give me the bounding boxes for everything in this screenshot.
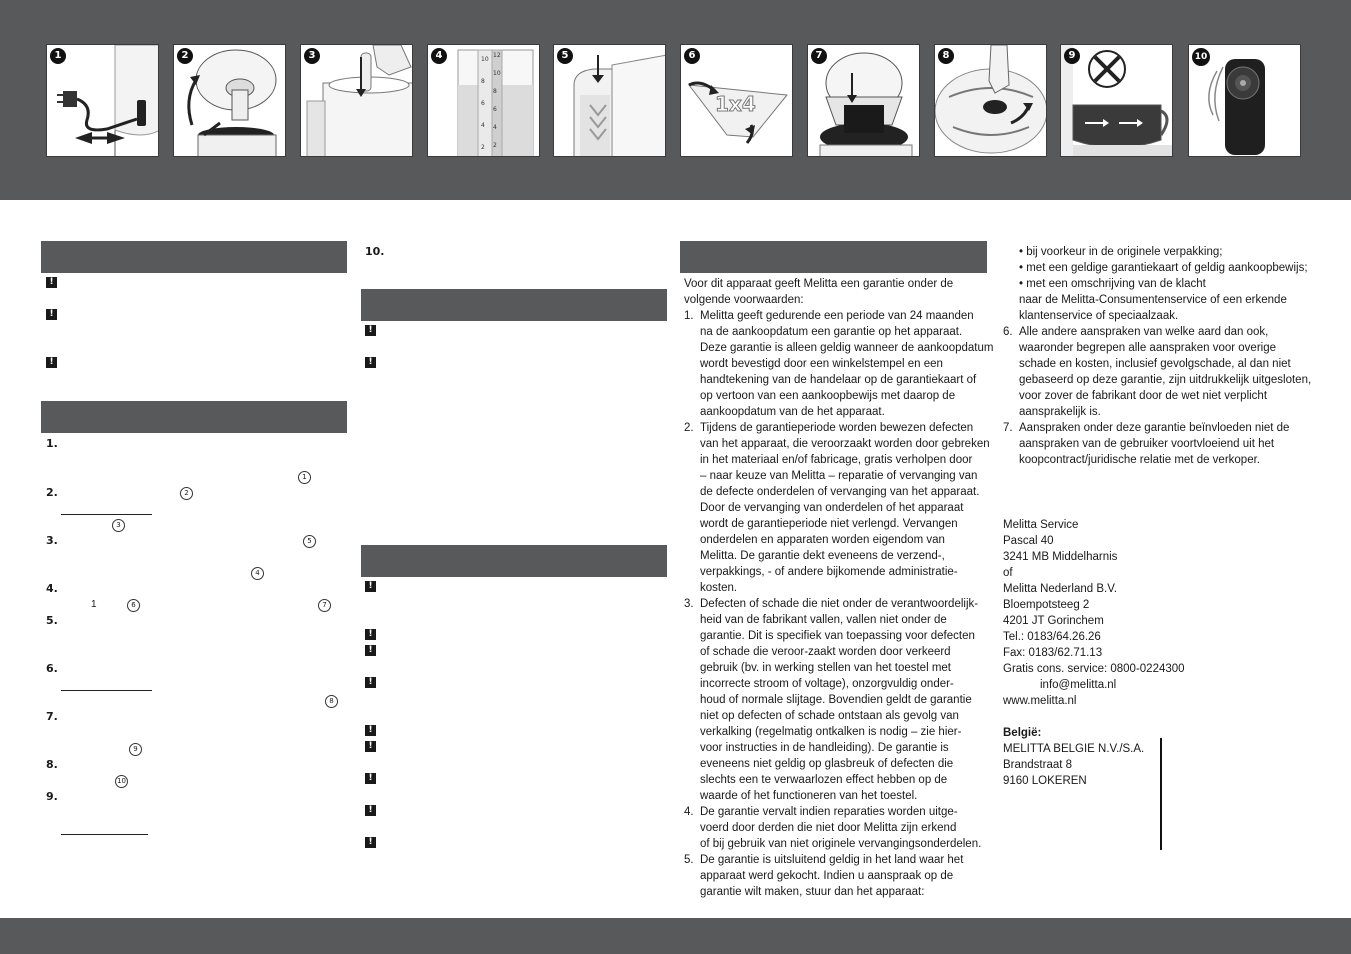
text-line: schade en kosten, inclusief gevolgschade, al dan niet	[1019, 358, 1291, 370]
text-line: De garantie is uitsluitend geldig in het land waar het	[700, 854, 964, 866]
scale-label: 4	[493, 124, 497, 131]
guarantee-list-continued	[1003, 324, 1311, 468]
scale-label: 2	[481, 144, 485, 151]
step-number: 9.	[46, 790, 58, 803]
text-line: eveneens niet geldig op glasbreuk of defecten die	[700, 758, 954, 770]
scale-label: 12	[493, 52, 501, 59]
text-line: incorrecte stroom of voltage), onzorgvuldig onder-	[700, 678, 954, 690]
text-line: onderdelen en apparaten worden eigendom van	[700, 534, 945, 546]
item-number: 5.	[684, 854, 694, 866]
step-number: 1.	[46, 437, 58, 450]
section-header-operation	[41, 401, 347, 433]
text-line: gebaseerd op deze garantie, zijn uitdrukkelijk uitgesloten,	[1019, 374, 1312, 386]
fill-water-icon	[554, 45, 666, 157]
text-line: Melitta. De garantie dekt eveneens de verzend-,	[700, 550, 945, 562]
figure-ref: 2	[180, 487, 193, 500]
text-line: de defecte onderdelen of vervanging van het apparaat.	[700, 486, 980, 498]
list-item	[1003, 324, 1311, 420]
text-line: koopcontract/juridische relatie met de verkoper.	[1019, 454, 1260, 466]
item-number: 7.	[1003, 422, 1013, 434]
item-number: 1.	[684, 310, 694, 322]
scale-label: 8	[481, 78, 485, 85]
list-item: • bij voorkeur in de originele verpakking;	[1019, 246, 1223, 258]
step-number: 3.	[46, 534, 58, 547]
no-jug-removal-icon	[1061, 45, 1173, 157]
step-panel-8	[934, 44, 1047, 157]
warning-icon: !	[365, 805, 376, 816]
warning-icon: !	[365, 725, 376, 736]
text-line: wordt de garantieperiode niet verlengd. Vervangen	[700, 518, 958, 530]
text-line: Alle andere aanspraken van welke aard dan ook,	[1019, 326, 1269, 338]
text-line: naar de Melitta-Consumentenservice of een erkende	[1019, 294, 1287, 306]
step-panel-10	[1188, 44, 1301, 157]
step-panel-9	[1060, 44, 1173, 157]
list-item	[684, 420, 993, 596]
filter-size-label: 1x4	[715, 92, 756, 116]
step-number: 6.	[46, 662, 58, 675]
list-item	[684, 308, 993, 420]
turn-dial-icon	[935, 45, 1047, 157]
text-line: Voor dit apparaat geeft Melitta een garantie onder de	[684, 278, 954, 290]
figure-ref: 8	[325, 695, 338, 708]
underline	[61, 834, 148, 835]
step-number: 5.	[46, 614, 58, 627]
text-line: wordt bevestigd door een winkelstempel en een	[700, 358, 943, 370]
bottom-band	[0, 918, 1351, 954]
item-number: 3.	[684, 598, 694, 610]
list-item: • met een geldige garantiekaart of geldig aankoopbewijs;	[1019, 262, 1308, 274]
text-line: verkalking (regelmatig ontkalken is nodig – zie hier-	[700, 726, 962, 738]
step-number: 2.	[46, 486, 58, 499]
step-panel-7	[807, 44, 920, 157]
address-line: of	[1003, 567, 1013, 579]
text-line: aankoopdatum van de het apparaat.	[700, 406, 885, 418]
scale-label: 4	[481, 122, 485, 129]
step-number-badge: 6	[684, 48, 700, 64]
list-item	[684, 852, 993, 900]
warning-icon: !	[46, 309, 57, 320]
step-panel-5	[553, 44, 666, 157]
email-link[interactable]: info@melitta.nl	[1040, 679, 1117, 691]
step-number-badge: 8	[938, 48, 954, 64]
filter-size-text: 1	[91, 599, 97, 610]
text-line: slechts een te verwaarlozen effect hebben op de	[700, 774, 948, 786]
scale-label: 2	[493, 142, 497, 149]
plug-cable-icon	[47, 45, 159, 157]
text-line: of bij gebruik van niet originele vervangingsonderdelen.	[700, 838, 982, 850]
text-line: of schade die veroor-zaakt worden door verkeerd	[700, 646, 951, 658]
insert-filter-icon	[808, 45, 920, 157]
section-header-cleaning	[361, 289, 667, 321]
item-number: 4.	[684, 806, 694, 818]
figure-ref: 5	[303, 535, 316, 548]
text-line: Melitta geeft gedurende een periode van 24 maanden	[700, 310, 974, 322]
figure-ref: 7	[318, 599, 331, 612]
address-heading: België:	[1003, 727, 1042, 739]
text-line: na de aankoopdatum een garantie op het apparaat.	[700, 326, 963, 338]
step-panel-2	[173, 44, 286, 157]
address-netherlands	[1003, 517, 1185, 709]
text-line: aansprakelijk is.	[1019, 406, 1101, 418]
guarantee-after-bullets	[1019, 292, 1287, 324]
address-line: MELITTA BELGIE N.V./S.A.	[1003, 743, 1145, 755]
step-number-badge: 7	[811, 48, 827, 64]
water-scale-icon	[428, 45, 540, 157]
item-number: 6.	[1003, 326, 1013, 338]
scale-label: 10	[481, 56, 489, 63]
warning-icon: !	[365, 773, 376, 784]
step-number: 4.	[46, 582, 58, 595]
step-number: 10.	[365, 245, 385, 258]
text-line: voor zover de fabrikant door de wet niet verplicht	[1019, 390, 1268, 402]
text-line: verpakkings, - of andere bijkomende administratie-	[700, 566, 958, 578]
list-item	[684, 596, 993, 804]
underline	[61, 514, 152, 515]
figure-ref: 3	[112, 519, 125, 532]
text-line: waaronder begrepen alle aanspraken voor overige	[1019, 342, 1277, 354]
text-line: De garantie vervalt indien reparaties worden uitge-	[700, 806, 958, 818]
lid-open-icon	[174, 45, 286, 157]
figure-ref: 9	[129, 743, 142, 756]
step-number-badge: 5	[557, 48, 573, 64]
text-line: waarde of het functioneren van het toestel.	[700, 790, 918, 802]
section-header-guarantee	[680, 241, 987, 273]
text-line: Deze garantie is alleen geldig wanneer de aankoopdatum	[700, 342, 994, 354]
press-button-icon	[301, 45, 413, 157]
step-panel-3	[300, 44, 413, 157]
text-line: aanspraken van de gebruiker voortvloeiend uit het	[1019, 438, 1275, 450]
guarantee-list	[684, 308, 993, 900]
step-panel-1	[46, 44, 159, 157]
text-line: Defecten of schade die niet onder de verantwoordelijk-	[700, 598, 979, 610]
address-line: Brandstraat 8	[1003, 759, 1073, 771]
address-line: 3241 MB Middelharnis	[1003, 551, 1118, 563]
scale-label: 6	[481, 100, 485, 107]
address-line: Melitta Nederland B.V.	[1003, 583, 1118, 595]
text-line: heid van de fabrikant vallen, vallen niet onder de	[700, 614, 947, 626]
section-header-safety	[41, 241, 347, 273]
scale-label: 8	[493, 88, 497, 95]
address-line: Gratis cons. service: 0800-0224300	[1003, 663, 1185, 675]
text-line: voerd door derden die niet door Melitta zijn erkend	[700, 822, 957, 834]
step-number-badge: 10	[1192, 48, 1210, 66]
warning-icon: !	[365, 629, 376, 640]
figure-ref: 6	[127, 599, 140, 612]
text-line: houd of normale slijtage. Bovendien geldt de garantie	[700, 694, 972, 706]
vertical-divider	[1160, 738, 1162, 850]
figure-ref: 4	[251, 567, 264, 580]
list-item	[684, 804, 993, 852]
address-line: Fax: 0183/62.71.13	[1003, 647, 1103, 659]
step-number: 7.	[46, 710, 58, 723]
warning-icon: !	[365, 581, 376, 592]
list-item	[1003, 420, 1311, 468]
text-line: Door de vervanging van onderdelen of het apparaat	[700, 502, 964, 514]
warning-icon: !	[365, 677, 376, 688]
figure-ref: 1	[298, 471, 311, 484]
address-line: Bloempotsteeg 2	[1003, 599, 1090, 611]
text-line: Aanspraken onder deze garantie beïnvloeden niet de	[1019, 422, 1290, 434]
warning-icon: !	[365, 645, 376, 656]
underline	[61, 690, 152, 691]
step-number-badge: 2	[177, 48, 193, 64]
text-line: Tijdens de garantieperiode worden bewezen defecten	[700, 422, 974, 434]
warning-icon: !	[365, 741, 376, 752]
text-line: op vertoon van een aankoopbewijs met daarop de	[700, 390, 956, 402]
step-panel-4	[427, 44, 540, 157]
guarantee-intro	[684, 276, 953, 308]
text-line: garantie. Dit is specifiek van toepassing voor defecten	[700, 630, 975, 642]
item-number: 2.	[684, 422, 694, 434]
section-header-descaling	[361, 545, 667, 577]
text-line: volgende voorwaarden:	[684, 294, 804, 306]
text-line: garantie wilt maken, stuur dan het apparaat:	[700, 886, 925, 898]
guarantee-bullets	[1019, 244, 1308, 292]
list-item: • met een omschrijving van de klacht	[1019, 278, 1206, 290]
figure-ref: 10	[115, 775, 128, 788]
step-number-badge: 9	[1064, 48, 1080, 64]
step-number: 8.	[46, 758, 58, 771]
scale-label: 6	[493, 106, 497, 113]
text-line: voor instructies in de handleiding). De garantie is	[700, 742, 949, 754]
address-line: Melitta Service	[1003, 519, 1079, 531]
step-number-badge: 1	[50, 48, 66, 64]
text-line: van het apparaat, die veroorzaakt worden door gebreken	[700, 438, 990, 450]
text-line: – naar keuze van Melitta – reparatie of vervanging van	[700, 470, 978, 482]
text-line: niet op defecten of schade ontstaan als gevolg van	[700, 710, 959, 722]
step-panel-6	[680, 44, 793, 157]
text-line: gebruik (bv. in werking stellen van het toestel met	[700, 662, 951, 674]
filter-paper-icon	[681, 45, 793, 157]
text-line: in het materiaal en/of fabricage, gratis verholpen door	[700, 454, 973, 466]
warning-icon: !	[365, 837, 376, 848]
address-line: Tel.: 0183/64.26.26	[1003, 631, 1101, 643]
warning-icon: !	[46, 277, 57, 288]
address-line: Pascal 40	[1003, 535, 1054, 547]
address-belgium	[1003, 725, 1144, 789]
text-line: kosten.	[700, 582, 738, 594]
scale-label: 10	[493, 70, 501, 77]
website-link[interactable]: www.melitta.nl	[1003, 695, 1077, 707]
warning-icon: !	[365, 325, 376, 336]
step-number-badge: 3	[304, 48, 320, 64]
address-line: 4201 JT Gorinchem	[1003, 615, 1104, 627]
step-number-badge: 4	[431, 48, 447, 64]
text-line: apparaat werd gekocht. Indien u aanspraak op de	[700, 870, 954, 882]
warning-icon: !	[46, 357, 57, 368]
text-line: klantenservice of speciaalzaak.	[1019, 310, 1179, 322]
warning-icon: !	[365, 357, 376, 368]
address-line: 9160 LOKEREN	[1003, 775, 1087, 787]
text-line: handtekening van de handelaar op de garantiekaart of	[700, 374, 977, 386]
